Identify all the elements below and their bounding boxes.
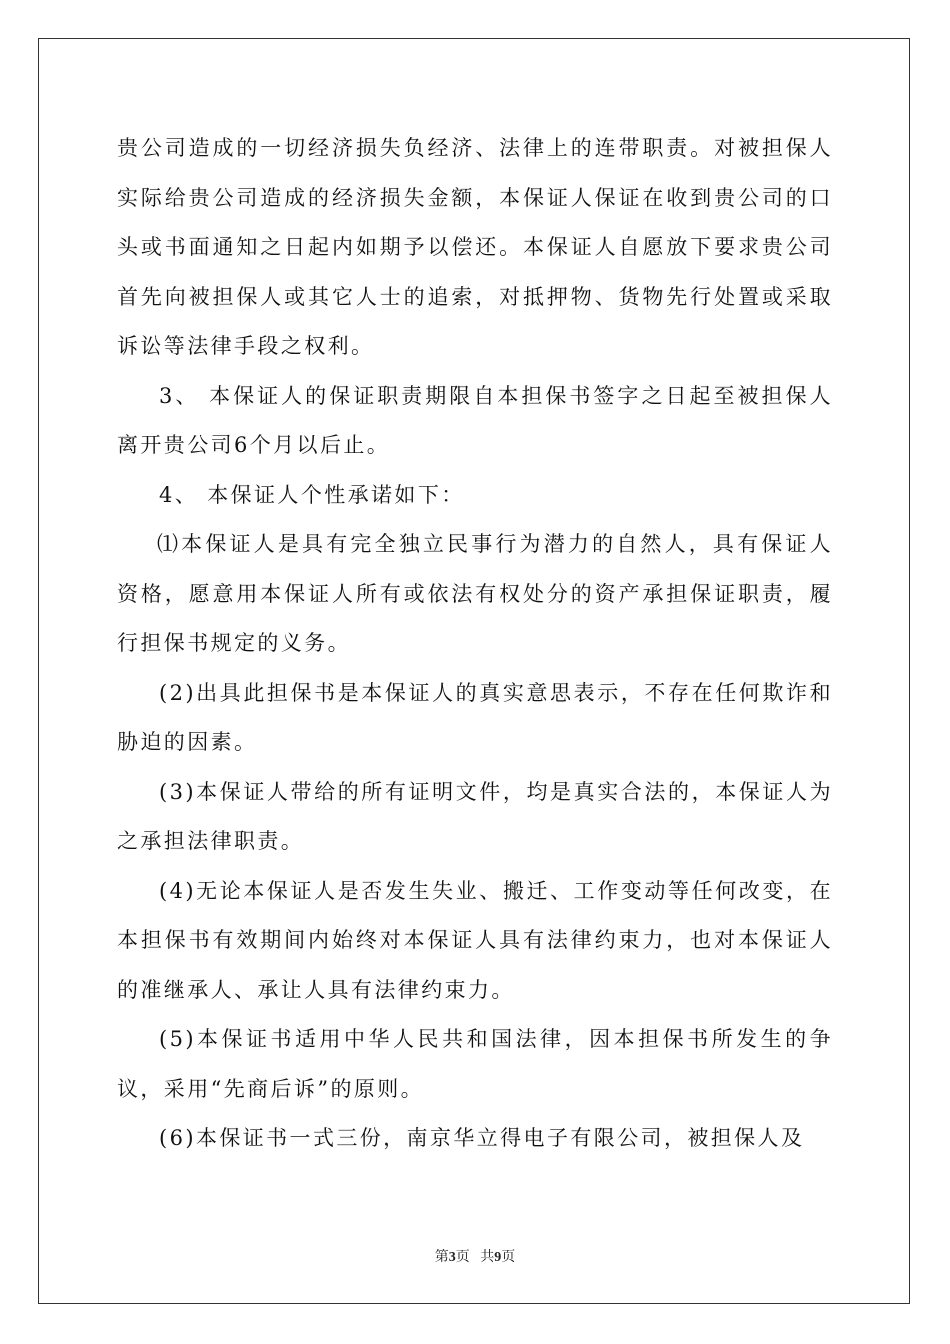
document-body	[117, 124, 833, 1164]
paragraph-5: (2)出具此担保书是本保证人的真实意思表示，不存在任何欺诈和胁迫的因素。	[117, 680, 833, 754]
page-footer	[0, 1246, 950, 1266]
footer-prefix: 第	[434, 1250, 449, 1265]
current-page-number: 3	[448, 1250, 456, 1265]
paragraph-8: (5)本保证书适用中华人民共和国法律，因本担保书所发生的争议，采用“先商后诉”的原则。	[117, 1027, 833, 1101]
paragraph-3: 4、 本保证人个性承诺如下：	[159, 482, 465, 507]
footer-mid: 页 共	[455, 1250, 495, 1265]
paragraph-4: ⑴本保证人是具有完全独立民事行为潜力的自然人，具有保证人资格，愿意用本保证人所有或依法有权处分的资产承担保证职责，履行担保书规定的义务。	[117, 532, 833, 655]
paragraph-2: 3、 本保证人的保证职责期限自本担保书签字之日起至被担保人离开贵公司6个月以后止。	[117, 383, 833, 457]
total-pages-number: 9	[494, 1250, 502, 1265]
paragraph-6: (3)本保证人带给的所有证明文件，均是真实合法的，本保证人为之承担法律职责。	[117, 779, 833, 853]
paragraph-9: (6)本保证书一式三份，南京华立得电子有限公司，被担保人及	[159, 1126, 805, 1150]
paragraph-1: 贵公司造成的一切经济损失负经济、法律上的连带职责。对被担保人实际给贵公司造成的经济损失金额，本保证人保证在收到贵公司的口头或书面通知之日起内如期予以偿还。本保证人自愿放下要求贵公司首先向被担保人或其它人士的追索，对抵押物、货物先行处置或采取诉讼等法律手段之权利。	[117, 136, 833, 358]
paragraph-7: (4)无论本保证人是否发生失业、搬迁、工作变动等任何改变，在本担保书有效期间内始终对本保证人具有法律约束力，也对本保证人的准继承人、承让人具有法律约束力。	[117, 878, 833, 1002]
footer-suffix: 页	[501, 1250, 516, 1265]
